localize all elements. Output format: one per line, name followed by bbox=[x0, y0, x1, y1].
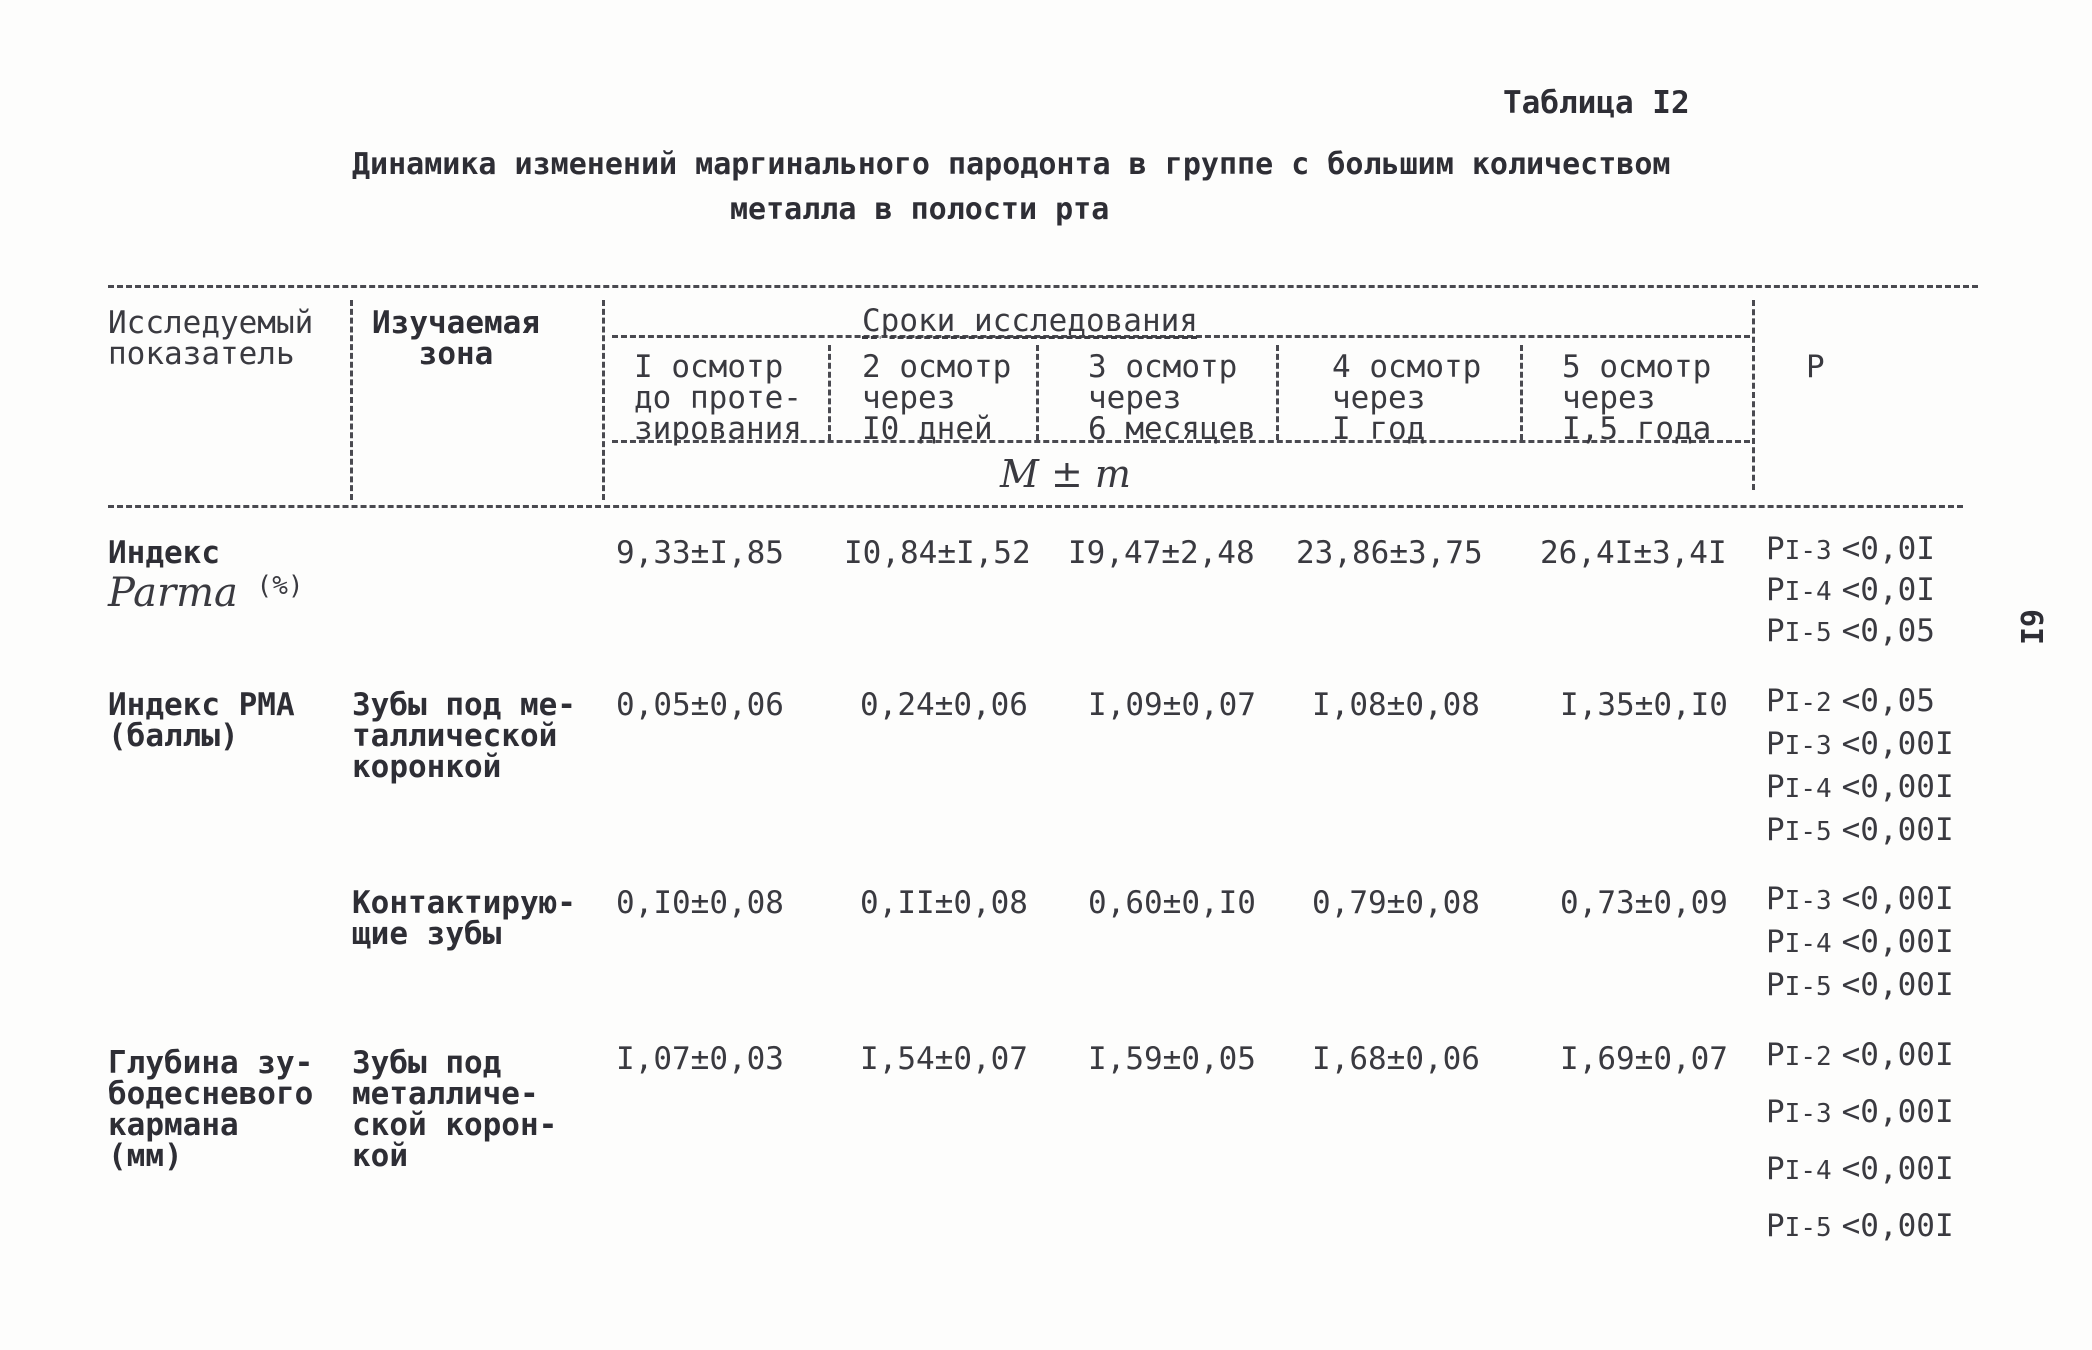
row-4-indicator-line: (мм) bbox=[108, 1138, 183, 1174]
p-sub: I-2 bbox=[1784, 1042, 1832, 1072]
row-4-value-2: I,54±0,07 bbox=[860, 1041, 1028, 1077]
row-1-indicator-suffix: (%) bbox=[256, 571, 304, 601]
p-sub: I-4 bbox=[1784, 774, 1832, 804]
period-line: до проте- bbox=[634, 380, 802, 416]
p-value: <0,00I bbox=[1841, 1151, 1954, 1187]
period-line: 3 осмотр bbox=[1088, 349, 1238, 385]
period-5 bbox=[1562, 349, 1712, 447]
header-periods-label: Сроки исследования bbox=[862, 303, 1198, 339]
row-4-zone-line: металличе- bbox=[352, 1076, 539, 1112]
row-4-value-1: I,07±0,03 bbox=[616, 1041, 784, 1077]
p-line: P I-5 <0,00I bbox=[1766, 1208, 1954, 1244]
p-line: P I-4 <0,00I bbox=[1766, 769, 1954, 805]
period-line: зирования bbox=[634, 411, 802, 447]
header-indicator-line: показатель bbox=[108, 336, 295, 372]
p-line: P I-4 <0,00I bbox=[1766, 924, 1954, 960]
p-line: P I-4 <0,00I bbox=[1766, 1151, 1954, 1187]
period-2 bbox=[862, 349, 1012, 447]
p-value: <0,00I bbox=[1841, 881, 1954, 917]
row-2-value-4: I,08±0,08 bbox=[1312, 687, 1480, 723]
row-3-value-4: 0,79±0,08 bbox=[1312, 885, 1480, 921]
header-stat-label: M ± m bbox=[1000, 452, 1131, 496]
p-sub: I-4 bbox=[1784, 1156, 1832, 1186]
row-2-value-2: 0,24±0,06 bbox=[860, 687, 1028, 723]
row-1-p bbox=[1766, 531, 1935, 649]
row-4-indicator bbox=[108, 1045, 314, 1174]
p-sub: I-5 bbox=[1784, 618, 1832, 648]
p-value: <0,05 bbox=[1841, 613, 1935, 649]
p-line: P I-4 <0,0I bbox=[1766, 572, 1935, 608]
col-divider-7 bbox=[1752, 300, 1755, 490]
row-1-indicator-script: Parma bbox=[108, 570, 238, 616]
p-sub: I-3 bbox=[1784, 536, 1832, 566]
row-2-indicator-line: (баллы) bbox=[108, 718, 239, 754]
row-1-indicator bbox=[108, 535, 304, 616]
row-1-value-1: 9,33±I,85 bbox=[616, 535, 784, 571]
period-line: через bbox=[1562, 380, 1656, 416]
row-3-zone bbox=[352, 885, 576, 952]
p-line: P I-3 <0,00I bbox=[1766, 881, 1954, 917]
page-number: 6I bbox=[2013, 608, 2049, 646]
row-3-value-5: 0,73±0,09 bbox=[1560, 885, 1728, 921]
row-1-indicator-line: Индекс bbox=[108, 535, 220, 571]
row-4-value-5: I,69±0,07 bbox=[1560, 1041, 1728, 1077]
table-label: Таблица I2 bbox=[1503, 85, 1690, 121]
col-divider-6 bbox=[1520, 345, 1523, 440]
header-p-label: P bbox=[1806, 349, 1825, 385]
p-sub: I-3 bbox=[1784, 886, 1832, 916]
p-value: <0,00I bbox=[1841, 812, 1954, 848]
period-line: I,5 года bbox=[1562, 411, 1712, 447]
row-2-value-1: 0,05±0,06 bbox=[616, 687, 784, 723]
p-value: <0,00I bbox=[1841, 769, 1954, 805]
row-3-p bbox=[1766, 881, 1954, 1003]
p-line: P I-3 <0,00I bbox=[1766, 726, 1954, 762]
row-4-indicator-line: кармана bbox=[108, 1107, 239, 1143]
table-top-rule bbox=[108, 285, 1978, 288]
row-4-indicator-line: бодесневого bbox=[108, 1076, 314, 1112]
row-4-zone-line: Зубы под bbox=[352, 1045, 502, 1081]
row-3-value-1: 0,I0±0,08 bbox=[616, 885, 784, 921]
p-value: <0,05 bbox=[1841, 683, 1935, 719]
col-divider-1 bbox=[350, 300, 353, 500]
period-3 bbox=[1088, 349, 1256, 447]
row-2-indicator bbox=[108, 687, 295, 754]
p-line: P I-3 <0,00I bbox=[1766, 1094, 1954, 1130]
p-value: <0,00I bbox=[1841, 1094, 1954, 1130]
header-zone bbox=[372, 305, 540, 372]
period-line: I год bbox=[1332, 411, 1426, 447]
row-2-value-5: I,35±0,I0 bbox=[1560, 687, 1728, 723]
period-line: через bbox=[862, 380, 956, 416]
row-2-p bbox=[1766, 683, 1954, 848]
period-line: I осмотр bbox=[634, 349, 784, 385]
header-indicator-line: Исследуемый bbox=[108, 305, 314, 341]
p-sub: I-5 bbox=[1784, 972, 1832, 1002]
row-2-zone-line: таллической bbox=[352, 718, 558, 754]
p-value: <0,00I bbox=[1841, 1037, 1954, 1073]
row-3-value-2: 0,II±0,08 bbox=[860, 885, 1028, 921]
row-4-value-4: I,68±0,06 bbox=[1312, 1041, 1480, 1077]
row-3-value-3: 0,60±0,I0 bbox=[1088, 885, 1256, 921]
row-4-p bbox=[1766, 1037, 1954, 1244]
p-line: P I-5 <0,00I bbox=[1766, 967, 1954, 1003]
p-sub: I-4 bbox=[1784, 929, 1832, 959]
row-2-zone-line: Зубы под ме- bbox=[352, 687, 576, 723]
col-divider-3 bbox=[828, 345, 831, 440]
period-4 bbox=[1332, 349, 1482, 447]
row-2-value-3: I,09±0,07 bbox=[1088, 687, 1256, 723]
row-1-value-5: 26,4I±3,4I bbox=[1540, 535, 1727, 571]
table-title-line2: металла в полости рта bbox=[730, 192, 1110, 227]
p-sub: I-4 bbox=[1784, 577, 1832, 607]
period-line: через bbox=[1088, 380, 1182, 416]
period-line: 5 осмотр bbox=[1562, 349, 1712, 385]
period-line: 2 осмотр bbox=[862, 349, 1012, 385]
row-3-zone-line: щие зубы bbox=[352, 916, 502, 952]
header-zone-line: Изучаемая bbox=[372, 305, 540, 341]
p-value: <0,00I bbox=[1841, 726, 1954, 762]
p-line: P I-2 <0,00I bbox=[1766, 1037, 1954, 1073]
row-3-zone-line: Контактирую- bbox=[352, 885, 576, 921]
row-4-zone bbox=[352, 1045, 558, 1174]
row-4-value-3: I,59±0,05 bbox=[1088, 1041, 1256, 1077]
header-zone-line: зона bbox=[418, 336, 494, 372]
p-line: P I-5 <0,00I bbox=[1766, 812, 1954, 848]
row-2-zone-line: коронкой bbox=[352, 749, 502, 785]
row-4-zone-line: кой bbox=[352, 1138, 408, 1174]
p-value: <0,0I bbox=[1841, 531, 1935, 567]
p-sub: I-3 bbox=[1784, 731, 1832, 761]
p-value: <0,00I bbox=[1841, 1208, 1954, 1244]
header-indicator bbox=[108, 305, 314, 372]
period-1 bbox=[634, 349, 802, 447]
p-line: P I-5 <0,05 bbox=[1766, 613, 1935, 649]
p-sub: I-5 bbox=[1784, 1213, 1832, 1243]
row-2-indicator-line: Индекс РМА bbox=[108, 687, 295, 723]
col-divider-4 bbox=[1036, 345, 1039, 440]
row-4-indicator-line: Глубина зу- bbox=[108, 1045, 314, 1081]
row-4-zone-line: ской корон- bbox=[352, 1107, 558, 1143]
p-sub: I-2 bbox=[1784, 688, 1832, 718]
row-1-value-2: I0,84±I,52 bbox=[844, 535, 1031, 571]
header-bottom-rule bbox=[108, 505, 1963, 508]
col-divider-2 bbox=[602, 300, 605, 500]
period-line: 6 месяцев bbox=[1088, 411, 1256, 447]
p-sub: I-3 bbox=[1784, 1099, 1832, 1129]
row-1-value-3: I9,47±2,48 bbox=[1068, 535, 1255, 571]
p-line: P I-3 <0,0I bbox=[1766, 531, 1935, 567]
p-value: <0,00I bbox=[1841, 924, 1954, 960]
table-title-line1: Динамика изменений маргинального пародонта в группе с большим количеством bbox=[352, 147, 1671, 182]
p-line: P I-2 <0,05 bbox=[1766, 683, 1935, 719]
p-sub: I-5 bbox=[1784, 817, 1832, 847]
period-line: через bbox=[1332, 380, 1426, 416]
row-1-value-4: 23,86±3,75 bbox=[1296, 535, 1483, 571]
p-value: <0,0I bbox=[1841, 572, 1935, 608]
period-line: 4 осмотр bbox=[1332, 349, 1482, 385]
col-divider-5 bbox=[1276, 345, 1279, 440]
row-1-indicator-script-line bbox=[108, 570, 304, 616]
period-line: I0 дней bbox=[862, 411, 993, 447]
p-value: <0,00I bbox=[1841, 967, 1954, 1003]
row-2-zone bbox=[352, 687, 576, 785]
